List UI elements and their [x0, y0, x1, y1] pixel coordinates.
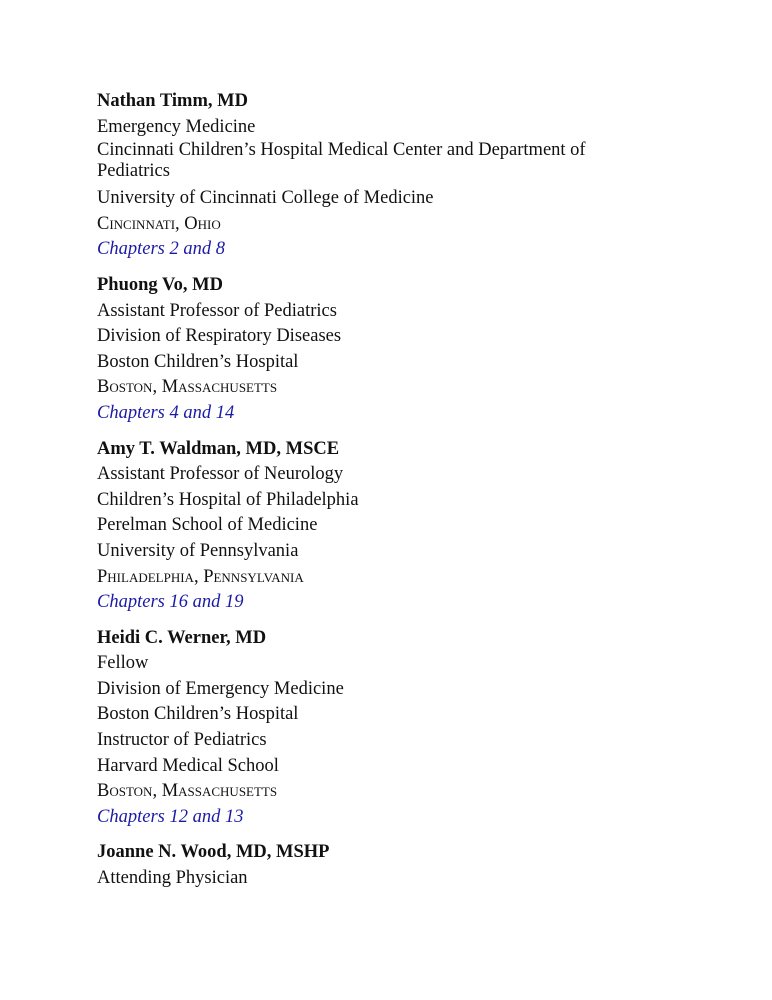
affiliation-line: Assistant Professor of Neurology: [97, 464, 344, 485]
contributor-name: Heidi C. Werner, MD: [97, 627, 267, 648]
affiliation-line: University of Cincinnati College of Medicine: [97, 188, 434, 209]
affiliation-line: Division of Emergency Medicine: [97, 678, 344, 699]
affiliation-line: Harvard Medical School: [97, 755, 279, 776]
affiliation-line: Attending Physician: [97, 868, 248, 889]
contributor-entry: [97, 840, 657, 891]
contributor-name: Phuong Vo, MD: [97, 274, 223, 295]
chapters-conjunction: and: [192, 592, 221, 613]
chapter-link[interactable]: 14: [215, 402, 235, 423]
chapter-link[interactable]: 16: [169, 592, 188, 613]
contributor-location: Boston, Massachusetts: [97, 377, 278, 398]
chapters-conjunction: and: [183, 402, 212, 423]
chapters-prefix: Chapters: [97, 592, 165, 613]
affiliation-line: Boston Children’s Hospital: [97, 351, 299, 372]
affiliation-line: Children’s Hospital of Philadelphia: [97, 489, 359, 510]
chapters-prefix: Chapters: [97, 806, 165, 827]
chapter-link[interactable]: 4: [169, 402, 179, 423]
contributor-entry: [97, 626, 657, 831]
contributor-name: Nathan Timm, MD: [97, 91, 248, 111]
chapters-conjunction: and: [183, 239, 212, 260]
chapters-conjunction: and: [192, 806, 221, 827]
chapter-references: [97, 237, 657, 263]
chapter-link[interactable]: 19: [224, 592, 244, 613]
chapters-prefix: Chapters: [97, 402, 165, 423]
contributor-location: Philadelphia, Pennsylvania: [97, 566, 304, 587]
contributor-entry: [97, 273, 657, 427]
affiliation-line: Instructor of Pediatrics: [97, 730, 267, 751]
affiliation-line: University of Pennsylvania: [97, 540, 299, 561]
contributor-name: Amy T. Waldman, MD, MSCE: [97, 438, 340, 459]
chapter-link[interactable]: 2: [169, 239, 179, 260]
chapter-references: [97, 805, 657, 831]
affiliation-line: Assistant Professor of Pediatrics: [97, 300, 337, 321]
contributor-entry: [97, 89, 657, 263]
affiliation-line: Division of Respiratory Diseases: [97, 326, 342, 347]
contributor-entry: [97, 437, 657, 616]
chapter-link[interactable]: 12: [169, 806, 188, 827]
chapter-references: [97, 401, 657, 427]
affiliation-line: Cincinnati Children’s Hospital Medical Center and Department of Pediatrics: [97, 140, 586, 182]
contributor-location: Cincinnati, Ohio: [97, 213, 221, 234]
contributor-location: Boston, Massachusetts: [97, 781, 278, 802]
affiliation-line: Fellow: [97, 653, 149, 674]
chapter-references: [97, 590, 657, 616]
affiliation-line: Emergency Medicine: [97, 116, 256, 137]
contributor-name: Joanne N. Wood, MD, MSHP: [97, 842, 330, 863]
contributors-list: [97, 89, 657, 902]
chapter-link[interactable]: 8: [215, 239, 225, 260]
chapters-prefix: Chapters: [97, 239, 165, 260]
affiliation-line: Perelman School of Medicine: [97, 515, 318, 536]
chapter-link[interactable]: 13: [224, 806, 244, 827]
affiliation-line: Boston Children’s Hospital: [97, 704, 299, 725]
